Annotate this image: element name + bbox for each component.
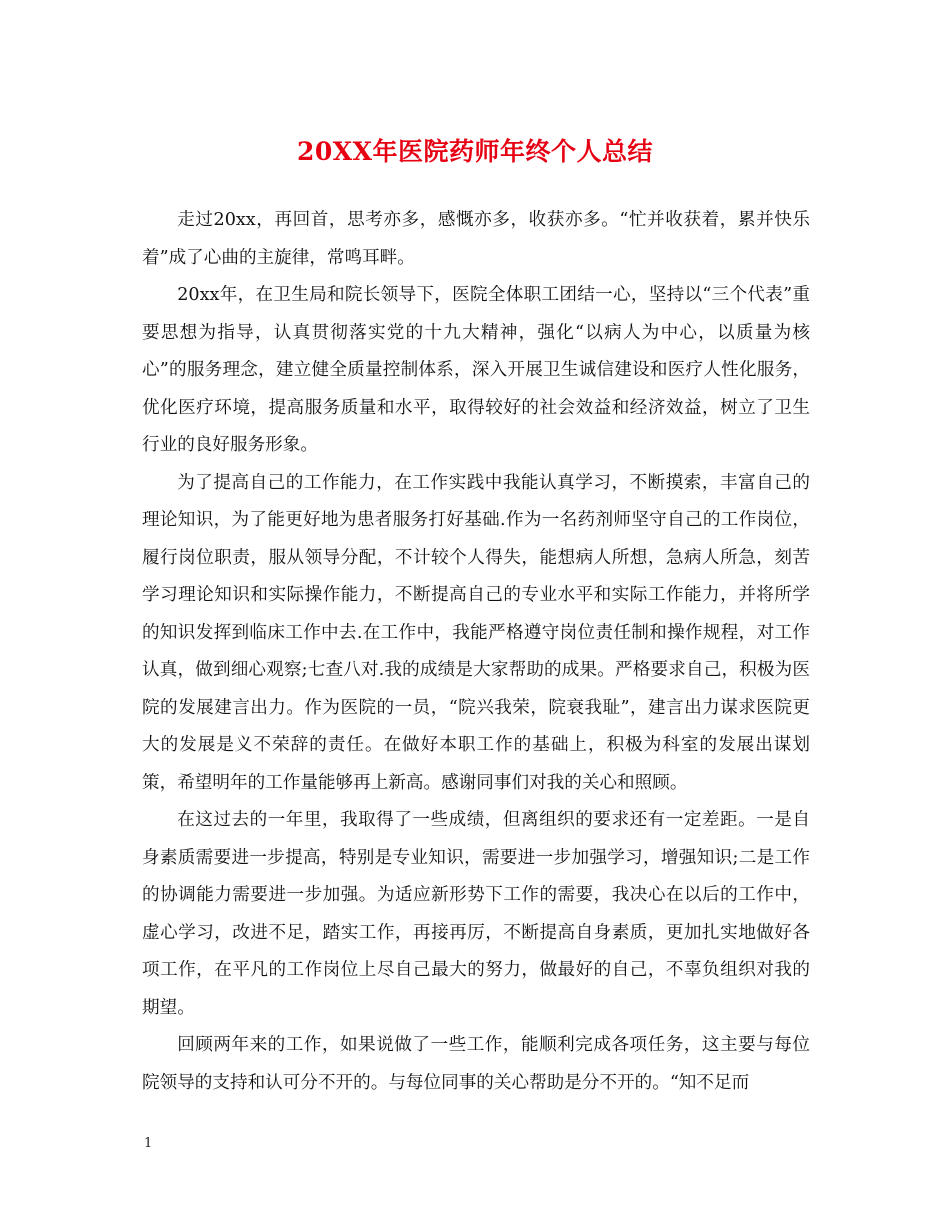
document-body [142, 202, 810, 1102]
paragraph: 为了提高自己的工作能力，在工作实践中我能认真学习，不断摸索，丰富自己的理论知识，为了能更好地为患者服务打好基础.作为一名药剂师坚守自己的工作岗位，履行岗位职责，服从领导分配，不计较个人得失，能想病人所想，急病人所急，刻苦学习理论知识和实际操作能力，不断提高自己的专业水平和实际工作能力，并将所学的知识发挥到临床工作中去.在工作中，我能严格遵守岗位责任制和操作规程，对工作认真，做到细心观察;七查八对.我的成绩是大家帮助的成果。严格要求自己，积极为医院的发展建言出力。作为医院的一员，“院兴我荣，院衰我耻”，建言出力谋求医院更大的发展是义不荣辞的责任。在做好本职工作的基础上，积极为科室的发展出谋划策，希望明年的工作量能够再上新高。感谢同事们对我的关心和照顾。 [142, 472, 810, 793]
document-title: 20XX年医院药师年终个人总结 [296, 137, 654, 166]
paragraph: 20xx年，在卫生局和院长领导下，医院全体职工团结一心，坚持以“三个代表”重要思想为指导，认真贯彻落实党的十九大精神，强化“以病人为中心，以质量为核心”的服务理念，建立健全质量控制体系，深入开展卫生诚信建设和医疗人性化服务，优化医疗环境，提高服务质量和水平，取得较好的社会效益和经济效益，树立了卫生行业的良好服务形象。 [142, 285, 810, 455]
paragraph: 在这过去的一年里，我取得了一些成绩，但离组织的要求还有一定差距。一是自身素质需要进一步提高，特别是专业知识，需要进一步加强学习，增强知识;二是工作的协调能力需要进一步加强。为适应新形势下工作的需要，我决心在以后的工作中，虚心学习，改进不足，踏实工作，再接再厉，不断提高自身素质，更加扎实地做好各项工作，在平凡的工作岗位上尽自己最大的努力，做最好的自己，不辜负组织对我的期望。 [142, 810, 810, 1018]
page-number: 1 [144, 1136, 153, 1151]
paragraph: 走过20xx，再回首，思考亦多，感慨亦多，收获亦多。“忙并收获着，累并快乐着”成了心曲的主旋律，常鸣耳畔。 [142, 210, 810, 268]
paragraph: 回顾两年来的工作，如果说做了一些工作，能顺利完成各项任务，这主要与每位院领导的支持和认可分不开的。与每位同事的关心帮助是分不开的。“知不足而 [142, 1035, 810, 1093]
